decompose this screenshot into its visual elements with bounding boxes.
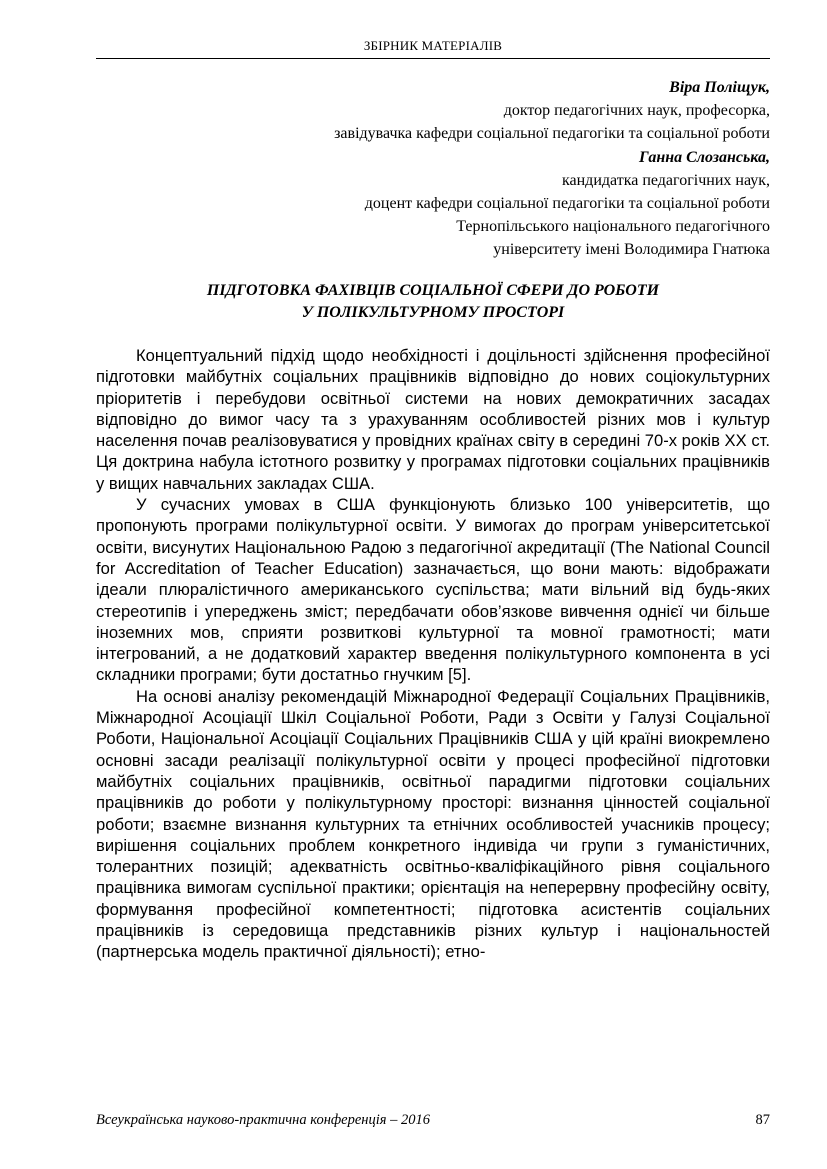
body-paragraph: На основі аналізу рекомендацій Міжнародної Федерації Соціальних Працівників, Міжнародної Асоціації Шкіл Соціальної Роботи, Ради з Освіти у Галузі Соціальної Роботи, Національної Асоціації Соціальних Працівників США у цій країні виокремлено основні засади реалізації полікультурної освіти у процесі професійної підготовки майбутніх соціальних працівників, освітньої парадигми підготовки соціальних працівників до роботи у полікультурному просторі: визнання цінностей соціальної роботи; взаємне визнання культурних та етнічних особливостей учасників процесу; вирішення соціальних проблем конкретного індивіда чи групи з гуманістичних, толерантних позицій; адекватність освітньо-кваліфікаційного рівня соціального працівника вимогам суспільної практики; орієнтація на неперервну професійну освіту, формування професійної компетентності; підготовка асистентів соціальних працівників із середовища представників різних культур і національностей (партнерська модель практичної діяльності); етно- xyxy=(96,686,770,962)
author-name: Ганна Слозанська, xyxy=(639,148,770,166)
author-affiliation-line: університету імені Володимира Гнатюка xyxy=(493,241,770,259)
header-divider xyxy=(96,58,770,59)
article-title xyxy=(96,280,770,324)
author-name: Віра Поліщук, xyxy=(669,79,770,96)
footer-conference: Всеукраїнська науково-практична конференція – 2016 xyxy=(96,1112,431,1128)
author-affiliation-line: доцент кафедри соціальної педагогіки та соціальної роботи xyxy=(364,195,770,213)
authors-block xyxy=(96,76,770,262)
body-paragraph: Концептуальний підхід щодо необхідності і доцільності здійснення професійної підготовки майбутніх соціальних працівників відповідно до нових соціокультурних пріоритетів і перебудови освітньої системи на нових демократичних засадах відповідно до вимог часу та з урахуванням особливостей різних мов і культур населення почав реалізовуватися у провідних країнах світу в середині 70-х років ХХ ст. Ця доктрина набула істотного розвитку у програмах підготовки соціальних працівників у вищих навчальних закладах США. xyxy=(96,346,770,493)
article-title-line: ПІДГОТОВКА ФАХІВЦІВ СОЦІАЛЬНОЇ СФЕРИ ДО РОБОТИ xyxy=(206,282,660,299)
page-number: 87 xyxy=(755,1112,770,1128)
article-body xyxy=(96,345,770,963)
author-affiliation-line: Тернопільського національного педагогічного xyxy=(456,218,770,236)
body-paragraph: У сучасних умовах в США функціонують близько 100 університетів, що пропонують програми полікультурної освіти. У вимогах до програм університетської освіти, висунутих Національною Радою з педагогічної акредитації (The National Council for Accreditation of Teacher Education) зазначається, що вони мають: відображати ідеали плюралістичного американського суспільства; мати вільний від будь-яких стереотипів і упереджень зміст; передбачати обов’язкове вивчення однієї чи більше іноземних мов, сприяти розвиткові культурної та мовної грамотності; мати інтегрований, а не додатковий характер введення полікультурного компонента в усі складники програми; бути достатньо гнучким [5]. xyxy=(96,495,770,685)
author-affiliation-line: кандидатка педагогічних наук, xyxy=(561,171,770,189)
running-header: ЗБІРНИК МАТЕРІАЛІВ xyxy=(363,38,503,53)
author-affiliation-line: завідувачка кафедри соціальної педагогіки та соціальної роботи xyxy=(334,125,770,143)
author-affiliation-line: доктор педагогічних наук, професорка, xyxy=(503,102,770,120)
article-title-line: У ПОЛІКУЛЬТУРНОМУ ПРОСТОРІ xyxy=(301,304,565,321)
